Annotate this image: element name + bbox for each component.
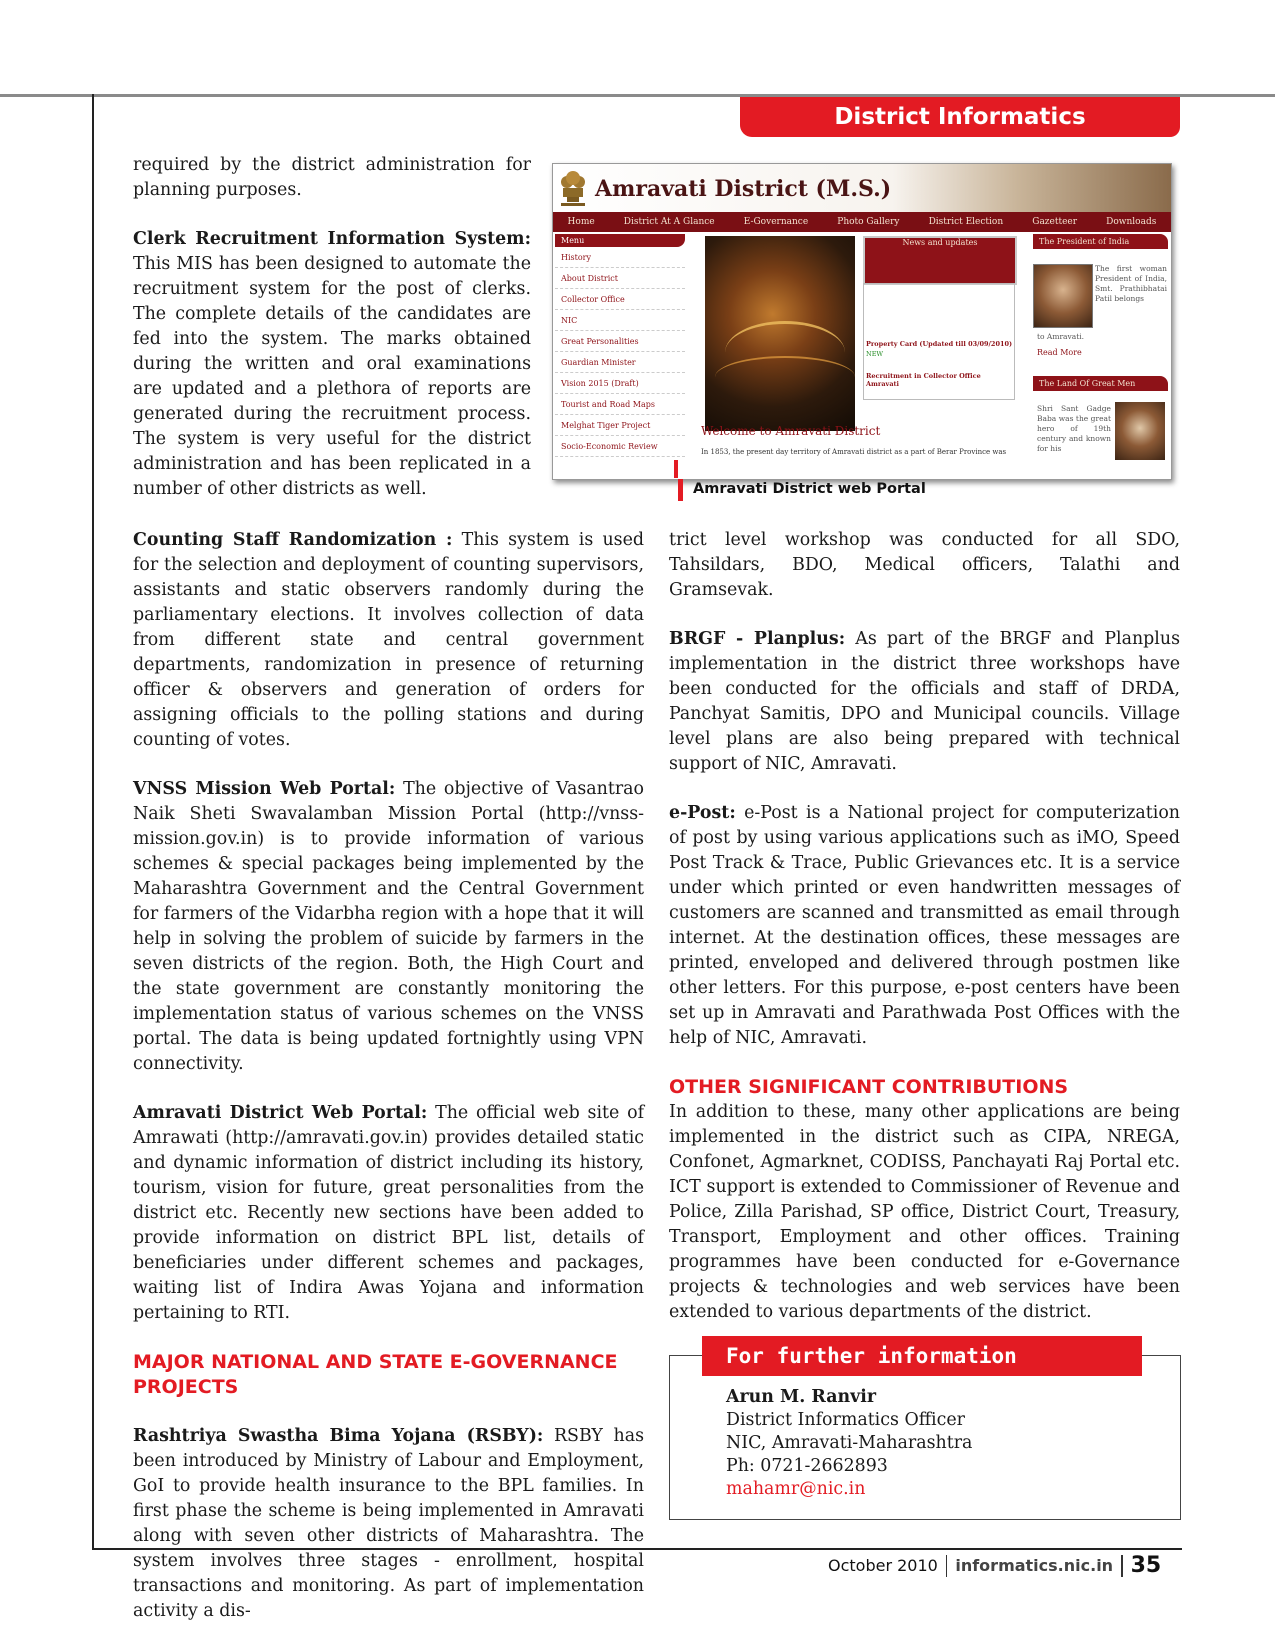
portal-nav-item[interactable]: District At A Glance (623, 217, 715, 227)
rsby-paragraph (133, 1424, 644, 1624)
clerk-title: Clerk Recruitment Information System: (133, 229, 531, 249)
column-left (133, 528, 644, 1648)
portal-title: Amravati District (M.S.) (595, 176, 892, 202)
counting-text: This system is used for the selection and deployment of counting supervisors, assistants and static observers randomly during the parliamentary elections. It involves collection of data from different state and central government departments, randomization in presence of returning officer & observers and generation of orders for assigning officials to the polling stations and during counting of votes. (133, 530, 645, 750)
portal-nav-item[interactable]: Photo Gallery (837, 217, 900, 227)
news-heading-box (863, 236, 1017, 285)
caption-marker (678, 479, 683, 501)
rsby-title: Rashtriya Swastha Bima Yojana (RSBY): (133, 1426, 544, 1446)
brgf-paragraph (669, 627, 1180, 777)
portal-menu-item[interactable]: Guardian Minister (555, 352, 685, 373)
footer-divider (1121, 1555, 1123, 1577)
portal-menu-item[interactable]: Collector Office (555, 289, 685, 310)
night-city-photo (705, 236, 855, 431)
portal-menu (555, 234, 685, 480)
news-item[interactable]: Recruitment in Collector Office Amravati (866, 372, 981, 388)
welcome-heading: Welcome to Amravati District (701, 424, 881, 438)
portal-menu-heading: Menu (555, 234, 685, 247)
rsby-text: RSBY has been introduced by Ministry of Labour and Employment, GoI to provide health insurance to the BPL families. In first phase the scheme is being implemented in Amravati along with seven other districts of Maharashtra. The system involves three stages - enrollment, hospital transactions and monitoring. As part of implementation activity a dis- (133, 1426, 644, 1621)
portal-menu-item[interactable]: Vision 2015 (Draft) (555, 373, 685, 394)
portal-screenshot (552, 163, 1172, 480)
portal-text: The official web site of Amrawati (http://amravati.gov.in) provides detailed static and dynamic information of district including its history, tourism, vision for future, great personalities from the district etc. Recently new sections have been added to provide information on district BPL list, details of beneficiaries under different schemes and packages, waiting list of Indira Awas Yojana and information pertaining to RTI. (133, 1103, 645, 1323)
portal-nav-item[interactable]: Home (567, 217, 595, 227)
news-box (863, 283, 1015, 400)
president-heading: The President of India (1033, 234, 1168, 249)
photo-light-trail (715, 356, 855, 398)
portal-menu-item[interactable]: Great Personalities (555, 331, 685, 352)
president-text: The first woman President of India, Smt. Prathibhatai Patil belongs (1095, 264, 1167, 303)
major-projects-heading: MAJOR NATIONAL AND STATE E-GOVERNANCE PROJECTS (133, 1351, 618, 1398)
portal-menu-item[interactable]: Melghat Tiger Project (555, 415, 685, 436)
president-text-cont: to Amravati. (1037, 332, 1085, 341)
epost-title: e-Post: (669, 803, 736, 823)
clerk-text: This MIS has been designed to automate the recruitment system for the post of clerks. The complete details of the candidates are fed into the system. The marks obtained during the written and oral examinations are updated and a plethora of reports are generated during the recruitment process. The system is very useful for the district administration and has been replicated in a number of other districts as well. (133, 254, 531, 499)
page-number: 35 (1130, 1553, 1162, 1578)
site-url[interactable]: informatics.nic.in (955, 1556, 1114, 1575)
contact-designation: District Informatics Officer (726, 1410, 965, 1430)
column-right (669, 528, 1180, 1349)
portal-menu-item[interactable]: History (555, 247, 685, 268)
contact-name: Arun M. Ranvir (726, 1387, 876, 1407)
epost-paragraph (669, 801, 1180, 1051)
info-heading: For further information (702, 1336, 1142, 1376)
portal-title: Amravati District Web Portal: (133, 1103, 428, 1123)
new-badge: NEW (866, 350, 884, 358)
gadge-text: Shri Sant Gadge Baba was the great hero of 19th century and known for his (1037, 404, 1111, 453)
welcome-text: In 1853, the present day territory of Amravati district as a part of Berar Province was (701, 448, 1007, 456)
caption-marker (674, 460, 678, 478)
president-panel (1033, 234, 1168, 249)
section-title: District Informatics (740, 97, 1180, 137)
issue-date: October 2010 (828, 1556, 938, 1575)
vnss-paragraph (133, 777, 644, 1077)
continuation-paragraph: trict level workshop was conducted for all SDO, Tahsildars, BDO, Medical officers, Talathi and Gramsevak. (669, 530, 1180, 600)
portal-nav-item[interactable]: E-Governance (743, 217, 809, 227)
portal-menu-item[interactable]: NIC (555, 310, 685, 331)
epost-text: e-Post is a National project for computerization of post by using various applications such as iMO, Speed Post Track & Trace, Public Grievances etc. It is a service under which printed or even handwritten messages of customers are scanned and transmitted as email through internet. At the destination offices, these messages are printed, enveloped and delivered through postmen like other letters. For this purpose, e-post centers have been set up in Amravati and Parathwada Post Offices with the help of NIC, Amravati. (669, 803, 1180, 1048)
brgf-text: As part of the BRGF and Planplus implementation in the district three workshops have been conducted for the officials and staff of DRDA, Panchyat Samitis, DPO and Municipal councils. Village level plans are also being prepared with technical support of NIC, Amravati. (669, 629, 1180, 774)
portal-menu-item[interactable]: Socio-Economic Review (555, 436, 685, 457)
vnss-title: VNSS Mission Web Portal: (133, 779, 396, 799)
counting-title: Counting Staff Randomization : (133, 530, 453, 550)
emblem-icon (557, 166, 589, 210)
president-photo (1033, 264, 1093, 328)
contact-phone: Ph: 0721-2662893 (726, 1456, 888, 1476)
portal-menu-item[interactable]: Tourist and Road Maps (555, 394, 685, 415)
intro-paragraph: required by the district administration for planning purposes. (133, 155, 531, 200)
portal-nav-item[interactable]: Downloads (1106, 217, 1157, 227)
portal-menu-item[interactable]: About District (555, 268, 685, 289)
gadge-baba-photo (1115, 402, 1165, 460)
news-heading: News and updates (902, 238, 978, 247)
counting-paragraph (133, 528, 644, 753)
land-heading: The Land Of Great Men (1033, 376, 1168, 391)
portal-nav (553, 212, 1171, 232)
footer-divider (946, 1555, 948, 1577)
figure-caption: Amravati District web Portal (693, 481, 926, 497)
clerk-paragraph (133, 227, 531, 502)
info-body (726, 1386, 972, 1501)
left-rule (92, 94, 94, 1549)
contact-email-link[interactable]: mahamr@nic.in (726, 1479, 866, 1499)
portal-nav-item[interactable]: District Election (928, 217, 1004, 227)
read-more-link[interactable]: Read More (1037, 348, 1082, 357)
portal-nav-item[interactable]: Gazetteer (1032, 217, 1078, 227)
news-item[interactable]: Property Card (Updated till 03/09/2010) (866, 340, 1013, 348)
column-top-left (133, 153, 531, 526)
portal-paragraph (133, 1101, 644, 1326)
vnss-text: The objective of Vasantrao Naik Sheti Swavalamban Mission Portal (http://vnss-mission.gov.in) is to provide information of various schemes & special packages being implemented by the Maharashtra Government and the Central Government for farmers of the Vidarbha region with a hope that it will help in solving the problem of suicide by farmers in the seven districts of the region. Both, the High Court and the state government are constantly monitoring the implementation status of various schemes on the VNSS portal. The data is being updated fortnightly using VPN connectivity. (133, 779, 644, 1074)
contact-org: NIC, Amravati-Maharashtra (726, 1433, 973, 1453)
brgf-title: BRGF - Planplus: (669, 629, 846, 649)
other-contributions-heading: OTHER SIGNIFICANT CONTRIBUTIONS (669, 1076, 1069, 1098)
page-footer (828, 1553, 1161, 1578)
other-paragraph: In addition to these, many other applications are being implemented in the district such as CIPA, NREGA, Confonet, Agmarknet, CODISS, Panchayati Raj Portal etc. ICT support is extended to Commissioner of Revenue and Police, Zilla Parishad, SP office, District Court, Treasury, Transport, Employment and other offices. Training programmes have been conducted for e-Governance projects & technologies and web services have been extended to various departments of the district. (669, 1102, 1180, 1322)
